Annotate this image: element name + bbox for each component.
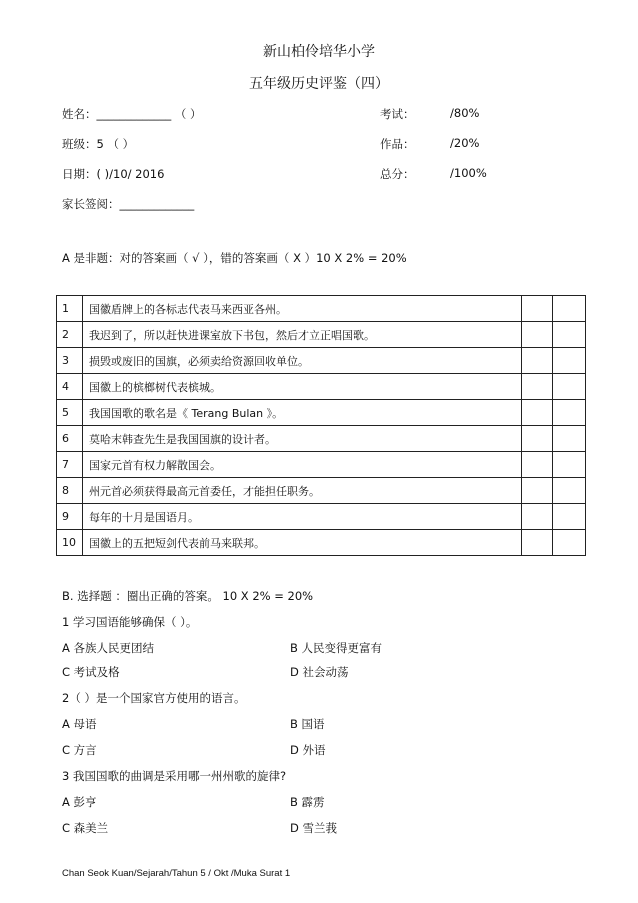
table-row <box>57 478 586 504</box>
answer-box[interactable] <box>522 426 553 452</box>
parent-signature-field: 家长签阅：_____________ <box>62 197 195 211</box>
row-number: 1 <box>57 296 83 322</box>
q3-option-a: A 彭亨 <box>62 795 97 809</box>
table-row <box>57 296 586 322</box>
exam-label: 考试： <box>380 107 415 121</box>
row-number: 4 <box>57 374 83 400</box>
mark-box <box>553 322 586 348</box>
class-field: 班级：5 （ ） <box>62 137 135 151</box>
statement-text: 州元首必须获得最高元首委任，才能担任职务。 <box>83 478 522 504</box>
row-number: 9 <box>57 504 83 530</box>
mark-box <box>553 400 586 426</box>
table-row <box>57 322 586 348</box>
answer-box[interactable] <box>522 348 553 374</box>
total-score: /100% <box>450 166 487 180</box>
answer-box[interactable] <box>522 400 553 426</box>
school-name: 新山柏伶培华小学 <box>263 44 375 60</box>
row-number: 6 <box>57 426 83 452</box>
statement-text: 国徽上的五把短剑代表前马来联邦。 <box>83 530 522 556</box>
mark-box <box>553 348 586 374</box>
q2-option-b: B 国语 <box>290 717 325 731</box>
page-title: 五年级历史评鉴（四） <box>249 76 389 92</box>
answer-box[interactable] <box>522 530 553 556</box>
mark-box <box>553 478 586 504</box>
row-number: 3 <box>57 348 83 374</box>
exam-score: /80% <box>450 106 480 120</box>
true-false-table <box>56 295 586 556</box>
statement-text: 我国国歌的歌名是《 Terang Bulan 》。 <box>83 400 522 426</box>
statement-text: 我迟到了，所以赶快进课室放下书包，然后才立正唱国歌。 <box>83 322 522 348</box>
table-row <box>57 348 586 374</box>
total-label: 总分： <box>380 167 415 181</box>
row-number: 5 <box>57 400 83 426</box>
mark-box <box>553 374 586 400</box>
q1-option-b: B 人民变得更富有 <box>290 641 383 655</box>
page-footer: Chan Seok Kuan/Sejarah/Tahun 5 / Okt /Muka Surat 1 <box>62 868 291 879</box>
table-row <box>57 452 586 478</box>
row-number: 10 <box>57 530 83 556</box>
row-number: 2 <box>57 322 83 348</box>
statement-text: 国徽上的槟榔树代表槟城。 <box>83 374 522 400</box>
statement-text: 损毁或废旧的国旗，必须卖给资源回收单位。 <box>83 348 522 374</box>
table-row <box>57 400 586 426</box>
table-row <box>57 374 586 400</box>
answer-box[interactable] <box>522 296 553 322</box>
q2-option-d: D 外语 <box>290 743 326 757</box>
statement-text: 国徽盾牌上的各标志代表马来西亚各州。 <box>83 296 522 322</box>
question-3: 3 我国国歌的曲调是采用哪一州州歌的旋律? <box>62 769 287 783</box>
row-number: 7 <box>57 452 83 478</box>
table-row <box>57 504 586 530</box>
answer-box[interactable] <box>522 478 553 504</box>
mark-box <box>553 426 586 452</box>
statement-text: 每年的十月是国语月。 <box>83 504 522 530</box>
q1-option-c: C 考试及格 <box>62 665 120 679</box>
statement-text: 国家元首有权力解散国会。 <box>83 452 522 478</box>
q2-option-c: C 方言 <box>62 743 97 757</box>
work-label: 作品： <box>380 137 415 151</box>
work-score: /20% <box>450 136 480 150</box>
q3-option-c: C 森美兰 <box>62 821 109 835</box>
q1-option-d: D 社会动荡 <box>290 665 349 679</box>
section-b-instruction: B. 选择题 ：圈出正确的答案。 10 X 2% = 20% <box>62 589 314 603</box>
name-field: 姓名：_____________ （ ） <box>62 107 202 121</box>
answer-box[interactable] <box>522 504 553 530</box>
q3-option-b: B 霹雳 <box>290 795 325 809</box>
row-number: 8 <box>57 478 83 504</box>
q1-option-a: A 各族人民更团结 <box>62 641 155 655</box>
mark-box <box>553 504 586 530</box>
date-field: 日期：( )/10/ 2016 <box>62 167 165 181</box>
answer-box[interactable] <box>522 452 553 478</box>
mark-box <box>553 530 586 556</box>
mark-box <box>553 452 586 478</box>
answer-box[interactable] <box>522 374 553 400</box>
q2-option-a: A 母语 <box>62 717 97 731</box>
table-row <box>57 530 586 556</box>
section-a-instruction: A 是非题：对的答案画（ √ ），错的答案画（ X ）10 X 2% = 20% <box>62 251 407 265</box>
question-1: 1 学习国语能够确保（ ）。 <box>62 615 198 629</box>
question-2: 2（ ）是一个国家官方使用的语言。 <box>62 691 246 705</box>
answer-box[interactable] <box>522 322 553 348</box>
mark-box <box>553 296 586 322</box>
q3-option-d: D 雪兰莪 <box>290 821 338 835</box>
table-row <box>57 426 586 452</box>
statement-text: 莫哈末韩查先生是我国国旗的设计者。 <box>83 426 522 452</box>
